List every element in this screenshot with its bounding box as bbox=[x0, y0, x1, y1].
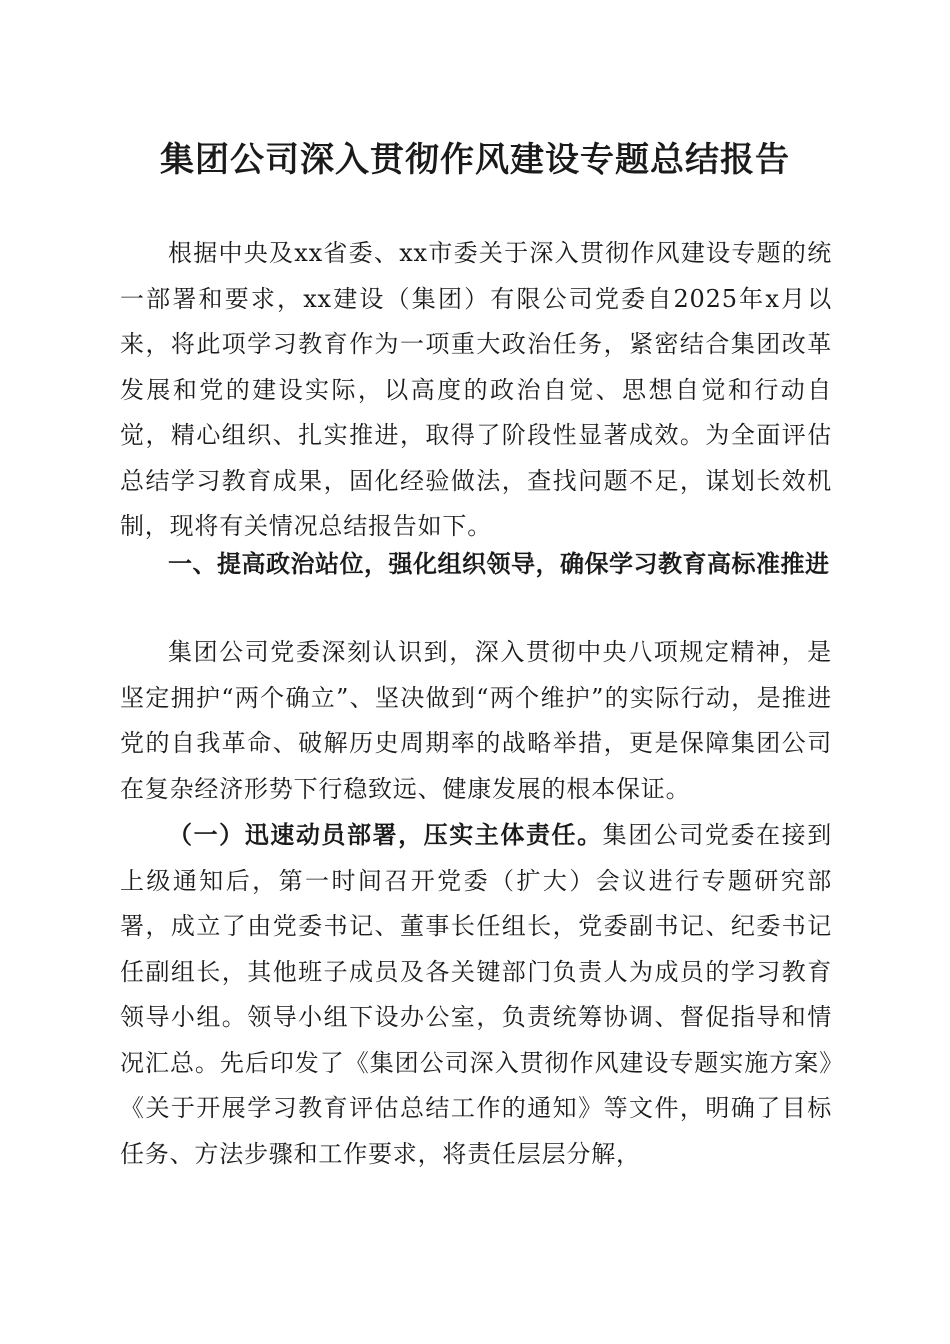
intro-paragraph: 根据中央及xx省委、xx市委关于深入贯彻作风建设专题的统一部署和要求，xx建设（集团）有限公司党委自2025年x月以来，将此项学习教育作为一项重大政治任务，紧密结合集团改革发展和党的建设实际，以高度的政治自觉、思想自觉和行动自觉，精心组织、扎实推进，取得了阶段性显著成效。为全面评估总结学习教育成果，固化经验做法，查找问题不足，谋划长效机制，现将有关情况总结报告如下。 bbox=[120, 239, 832, 540]
section-heading-1: 一、提高政治站位，强化组织领导，确保学习教育高标准推进 bbox=[168, 550, 830, 578]
document-title: 集团公司深入贯彻作风建设专题总结报告 bbox=[160, 140, 790, 180]
subsection-1-body: 集团公司党委在接到上级通知后，第一时间召开党委（扩大）会议进行专题研究部署，成立了由党委书记、董事长任组长，党委副书记、纪委书记任副组长，其他班子成员及各关键部门负责人为成员的学习教育领导小组。领导小组下设办公室，负责统筹协调、督促指导和情况汇总。先后印发了《集团公司深入贯彻作风建设专题实施方案》《关于开展学习教育评估总结工作的通知》等文件，明确了目标任务、方法步骤和工作要求，将责任层层分解， bbox=[120, 821, 832, 1168]
subsection-heading-1: （一）迅速动员部署，压实主体责任。 bbox=[168, 821, 603, 849]
subsection-1-paragraph bbox=[120, 813, 832, 1177]
section-1-intro-paragraph: 集团公司党委深刻认识到，深入贯彻中央八项规定精神，是坚定拥护“两个确立”、坚决做到“两个维护”的实际行动，是推进党的自我革命、破解历史周期率的战略举措，更是保障集团公司在复杂经济形势下行稳致远、健康发展的根本保证。 bbox=[120, 638, 832, 803]
